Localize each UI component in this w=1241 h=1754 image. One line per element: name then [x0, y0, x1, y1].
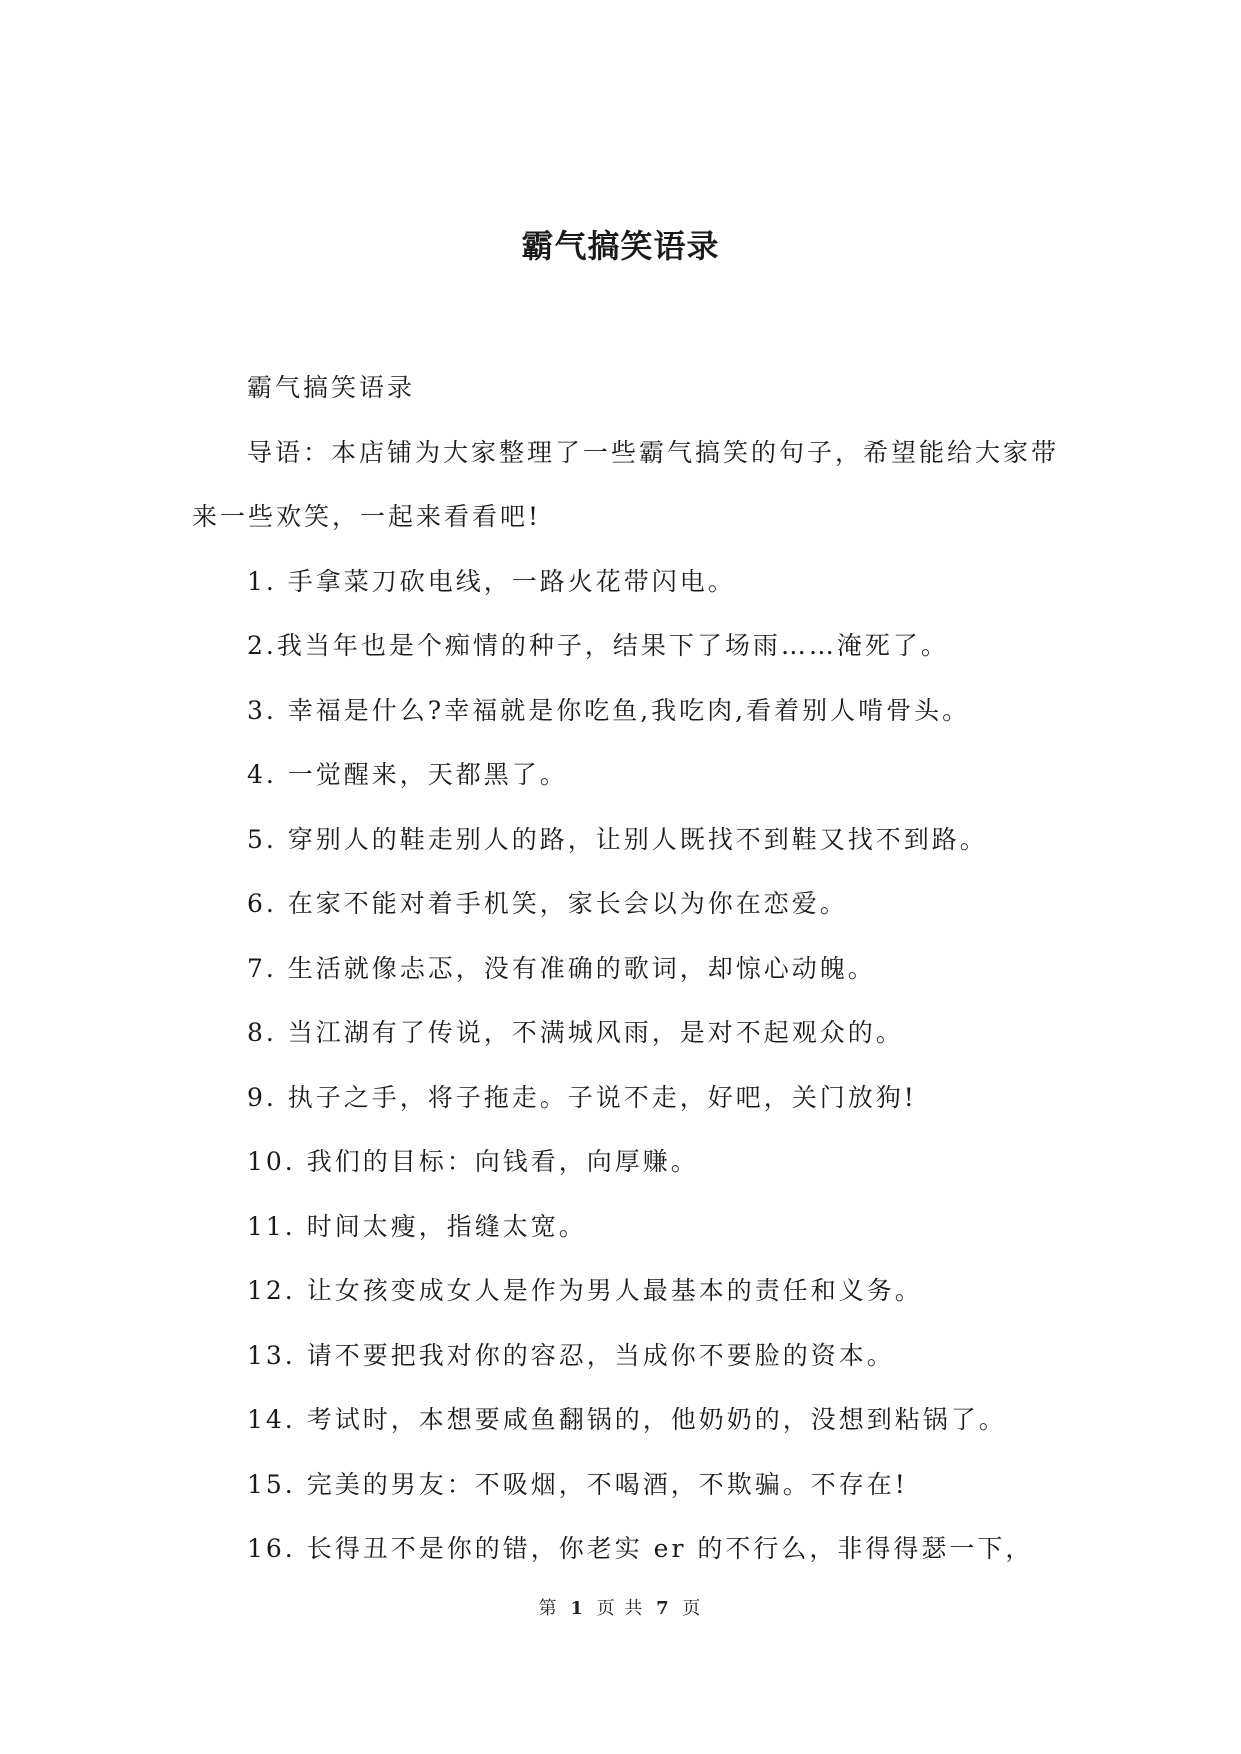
- list-item: 11. 时间太瘦，指缝太宽。: [247, 1211, 587, 1241]
- list-item: 14. 考试时，本想要咸鱼翻锅的，他奶奶的，没想到粘锅了。: [247, 1405, 1007, 1434]
- list-item: 9. 执子之手，将子拖走。子说不走，好吧，关门放狗!: [247, 1082, 917, 1112]
- list-item: 3. 幸福是什么?幸福就是你吃鱼,我吃肉,看着别人啃骨头。: [247, 695, 971, 725]
- page-footer: [0, 1597, 1241, 1621]
- footer-page-number: 1: [570, 1598, 585, 1619]
- list-item: 1. 手拿菜刀砍电线，一路火花带闪电。: [247, 566, 736, 596]
- list-item: 7. 生活就像忐忑，没有准确的歌词，却惊心动魄。: [247, 953, 876, 983]
- list-item: 13. 请不要把我对你的容忍，当成你不要脸的资本。: [247, 1340, 895, 1370]
- list-item: 10. 我们的目标：向钱看，向厚赚。: [247, 1147, 699, 1176]
- list-item: 4. 一觉醒来，天都黑了。: [247, 760, 568, 789]
- paragraph-intro: 导语：本店铺为大家整理了一些霸气搞笑的句子，希望能给大家带来一些欢笑，一起来看看吧!: [192, 437, 1060, 531]
- footer-prefix: 第: [538, 1598, 559, 1619]
- list-item: 5. 穿别人的鞋走别人的路，让别人既找不到鞋又找不到路。: [247, 824, 988, 854]
- document-body: [192, 356, 1062, 1582]
- document-title: 霸气搞笑语录: [521, 227, 720, 265]
- list-item: 6. 在家不能对着手机笑，家长会以为你在恋爱。: [247, 889, 848, 918]
- footer-total-pages: 7: [656, 1598, 671, 1619]
- list-item: 2.我当年也是个痴情的种子，结果下了场雨……淹死了。: [247, 631, 949, 660]
- paragraph-heading: 霸气搞笑语录: [247, 373, 416, 402]
- footer-mid: 页 共: [596, 1598, 645, 1619]
- list-item: 15. 完美的男友：不吸烟，不喝酒，不欺骗。不存在!: [247, 1469, 908, 1499]
- footer-suffix: 页: [682, 1598, 703, 1619]
- list-item: 16. 长得丑不是你的错，你老实 er 的不行么，非得得瑟一下，: [247, 1534, 1034, 1563]
- list-item: 8. 当江湖有了传说，不满城风雨，是对不起观众的。: [247, 1018, 904, 1047]
- list-item: 12. 让女孩变成女人是作为男人最基本的责任和义务。: [247, 1276, 923, 1305]
